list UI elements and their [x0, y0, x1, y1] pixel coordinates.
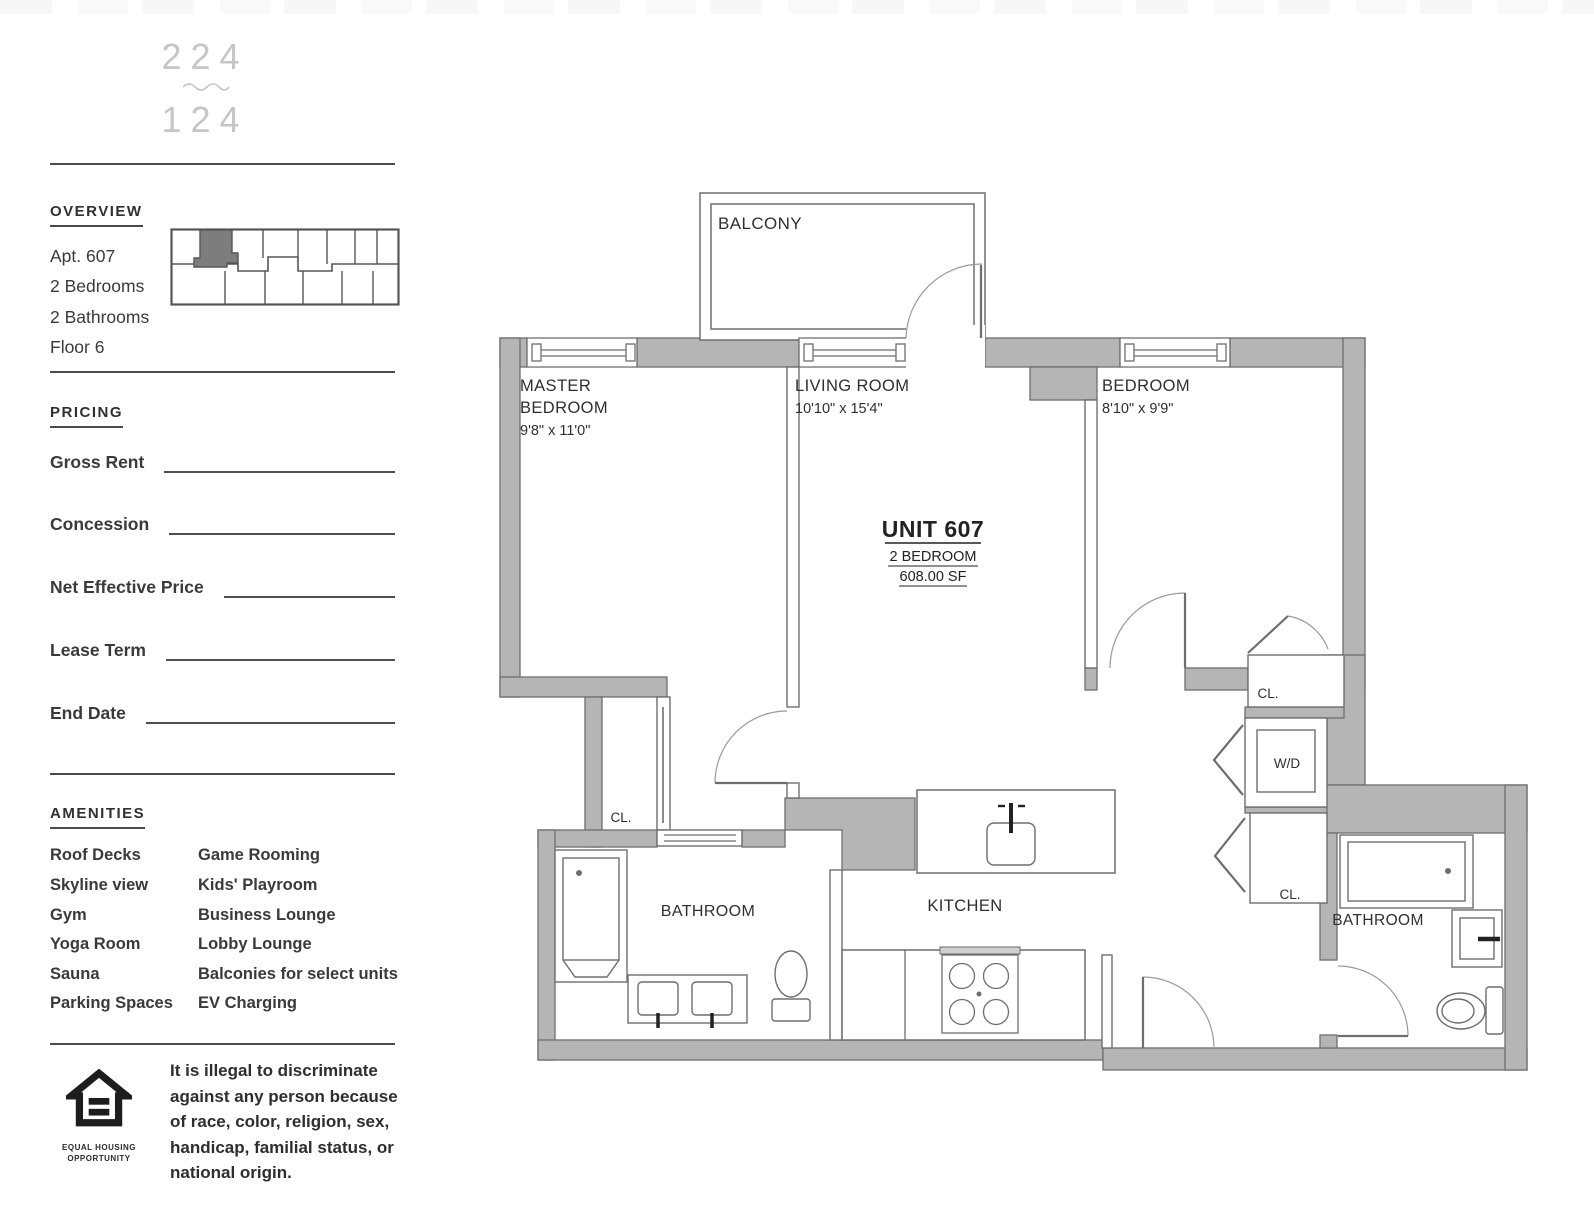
overview-floor: Floor 6	[50, 337, 105, 357]
pricing-label: End Date	[50, 703, 126, 723]
pricing-label: Net Effective Price	[50, 577, 204, 597]
unit-area: 608.00 SF	[899, 569, 967, 585]
pricing-blank-line	[146, 706, 395, 724]
toilet-right-seat	[1442, 999, 1474, 1023]
toilet-left-bowl	[775, 951, 807, 997]
closet-top-door-leaf	[1248, 616, 1288, 653]
equal-housing-caption	[44, 1142, 154, 1164]
amenity-item: Parking Spaces	[50, 994, 173, 1012]
master-bedroom-label-line1: MASTER	[520, 377, 592, 395]
amenity-item: Skyline view	[50, 876, 149, 894]
equal-housing-icon	[66, 1068, 132, 1128]
pricing-row-end-date	[50, 703, 395, 724]
partition-walls	[657, 367, 1112, 1048]
bathtub-drain	[1445, 868, 1451, 874]
unit-number: UNIT 607	[881, 516, 985, 542]
closet-bottom-label: CL.	[1279, 887, 1301, 902]
pricing-row-concession	[50, 514, 395, 535]
living-room-label: LIVING ROOM	[795, 377, 910, 395]
amenity-item: Yoga Room	[50, 935, 141, 953]
floorplan-drawing	[490, 185, 1560, 1090]
keyplan-thumbnail	[170, 228, 400, 306]
closet-top-label: CL.	[1257, 686, 1279, 701]
vanity-sink-1	[638, 982, 678, 1015]
right-bathroom-door-arc	[1338, 966, 1408, 1036]
amenity-item: Roof Decks	[50, 846, 141, 864]
bathroom-right-label: BATHROOM	[1332, 912, 1424, 929]
hall-closet-label: CL.	[610, 810, 632, 825]
vanity-sink-2	[692, 982, 732, 1015]
left-bathroom-fixtures	[555, 850, 810, 1028]
brand-logo	[145, 36, 265, 141]
right-bathroom-fixtures	[1340, 835, 1503, 1034]
closet-top-door-arc	[1288, 616, 1328, 649]
overview-bathrooms: 2 Bathrooms	[50, 307, 150, 327]
bedroom-label: BEDROOM	[1102, 377, 1191, 395]
amenity-item: Game Rooming	[198, 846, 320, 864]
fair-housing-legal-text: It is illegal to discriminate against any person because of race, color, religion, sex, handicap, familial status, or national origin.	[170, 1061, 398, 1182]
logo-bottom-number: 124	[161, 99, 249, 140]
hall-door-arc	[715, 711, 787, 783]
divider	[50, 371, 395, 373]
pricing-blank-line	[166, 643, 395, 661]
pricing-heading: PRICING	[50, 404, 123, 428]
washer-dryer-label: W/D	[1273, 756, 1301, 771]
amenity-item: Balconies for select units	[198, 965, 398, 983]
bathroom-left-label: BATHROOM	[660, 903, 756, 920]
unit-title-block	[882, 516, 984, 586]
pricing-row-gross-rent	[50, 452, 395, 473]
logo-squiggle-icon	[145, 78, 265, 94]
pricing-label: Lease Term	[50, 640, 146, 660]
washer-dryer-bifold-door	[1214, 725, 1243, 795]
logo-top-number: 224	[161, 36, 249, 77]
amenity-item: Kids' Playroom	[198, 876, 318, 894]
amenities-heading: AMENITIES	[50, 805, 145, 829]
pricing-label: Concession	[50, 514, 150, 534]
overview-bedrooms: 2 Bedrooms	[50, 276, 145, 296]
divider	[50, 773, 395, 775]
closet-bottom-bifold-door	[1215, 818, 1245, 892]
entry-door-arc	[1143, 977, 1214, 1048]
equal-housing-caption-line1: EQUAL HOUSING	[62, 1143, 136, 1152]
pricing-blank-line	[164, 455, 395, 473]
bathtub-drain	[576, 870, 582, 876]
master-bedroom-dimensions: 9'8" x 11'0"	[520, 423, 591, 439]
keyplan-highlighted-unit	[194, 230, 238, 267]
pricing-blank-line	[169, 517, 395, 535]
divider	[50, 163, 395, 165]
balcony-door-opening	[906, 325, 985, 369]
overview-apt: Apt. 607	[50, 246, 116, 266]
kitchen-counter	[842, 947, 1085, 1040]
pricing-label: Gross Rent	[50, 452, 145, 472]
windows	[527, 338, 1230, 367]
amenity-item: Sauna	[50, 965, 100, 983]
kitchen-island	[917, 790, 1115, 873]
divider	[50, 1043, 395, 1045]
bedroom-door-arc	[1110, 593, 1185, 668]
pricing-row-net-effective	[50, 577, 395, 598]
amenity-item: EV Charging	[198, 994, 298, 1012]
bathtub-left-inner	[563, 858, 619, 960]
unit-type: 2 BEDROOM	[889, 549, 977, 565]
amenity-item: Gym	[50, 906, 87, 924]
kitchen-label: KITCHEN	[927, 897, 1003, 915]
living-room-dimensions: 10'10" x 15'4"	[795, 401, 883, 417]
master-bedroom-label-line2: BEDROOM	[520, 399, 609, 417]
toilet-right-tank	[1486, 987, 1503, 1034]
balcony-label: BALCONY	[718, 214, 803, 233]
equal-housing-caption-line2: OPPORTUNITY	[67, 1154, 131, 1163]
toilet-left-tank	[772, 999, 810, 1021]
pricing-row-lease-term	[50, 640, 395, 661]
pricing-blank-line	[224, 580, 395, 598]
cropped-top-strip	[0, 0, 1594, 14]
overview-heading: OVERVIEW	[50, 203, 143, 227]
bedroom-dimensions: 8'10" x 9'9"	[1102, 401, 1174, 417]
amenity-item: Business Lounge	[198, 906, 336, 924]
amenity-item: Lobby Lounge	[198, 935, 312, 953]
